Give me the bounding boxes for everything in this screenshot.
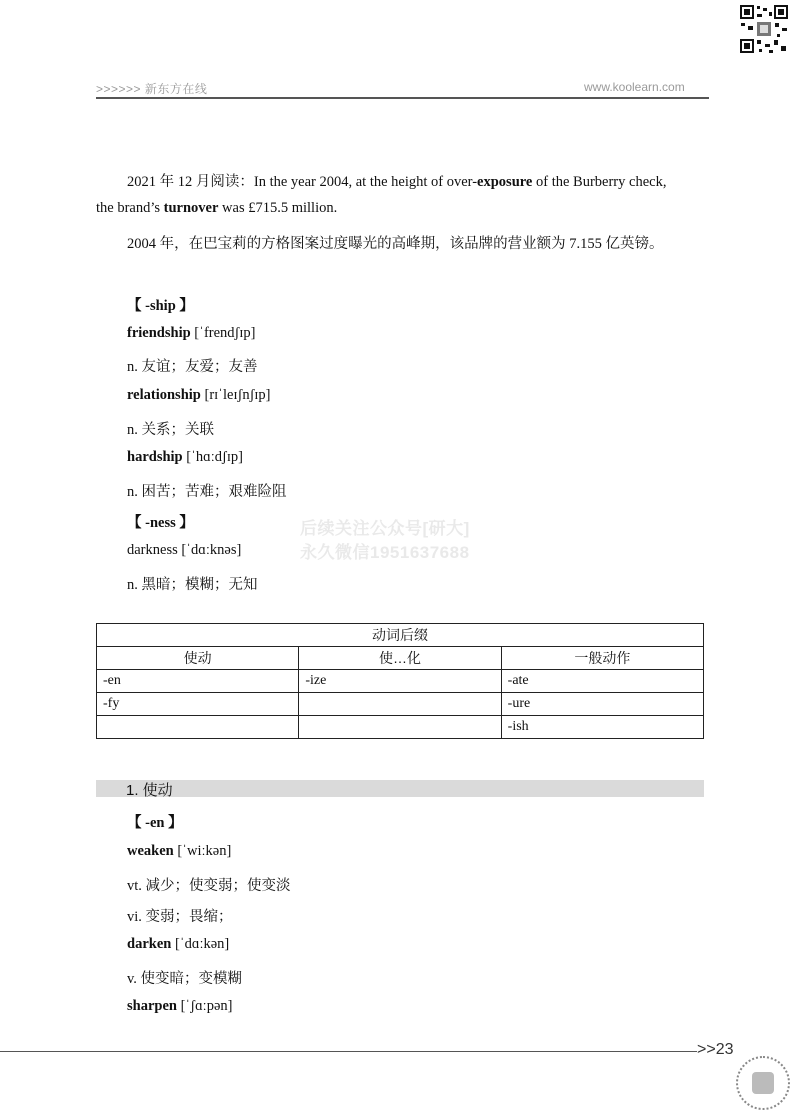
header-site-name: >>>>>> 新东方在线 [96, 82, 208, 96]
intro-keyword-turnover: turnover [163, 200, 219, 216]
table-header-row [97, 647, 704, 670]
table-cell [97, 716, 299, 739]
vocab-meaning: v. 使变暗；变模糊 [127, 971, 243, 987]
vocab-ipa: [ˈdɑːknəs] [177, 542, 242, 558]
footer-divider [0, 1051, 697, 1052]
table-cell [299, 693, 501, 716]
table-cell: -fy [97, 693, 299, 716]
vocab-meaning: vt. 减少；使变弱；使变淡 [127, 878, 291, 894]
watermark-line2: 永久微信1951637688 [300, 543, 470, 562]
table-header-cell: 一般动作 [501, 647, 703, 670]
vocab-ipa: [rɪˈleɪʃnʃɪp] [200, 387, 271, 403]
vocab-word: sharpen [127, 998, 177, 1014]
suffix-heading-ness: 【 -ness 】 [127, 515, 194, 531]
vocab-word: darken [127, 936, 172, 952]
vocab-word: relationship [127, 387, 201, 403]
verb-suffix-table [96, 623, 704, 739]
intro-text: was £715.5 million. [218, 200, 338, 216]
table-caption: 动词后缀 [97, 624, 704, 647]
vocab-word-line [127, 843, 231, 860]
header-divider [96, 97, 709, 99]
table-cell: -en [97, 670, 299, 693]
table-row [97, 716, 704, 739]
vocab-word: weaken [127, 843, 174, 859]
vocab-word-line [127, 998, 232, 1015]
vocab-meaning: n. 友谊；友爱；友善 [127, 359, 258, 375]
intro-text: 2021 年 12 月阅读：In the year 2004, at the height of over- [127, 174, 478, 190]
intro-sentence-line1 [127, 170, 666, 191]
intro-keyword-exposure: exposure [477, 174, 533, 190]
intro-text: of the Burberry check, [532, 174, 667, 190]
table-cell: -ize [299, 670, 501, 693]
table-cell [299, 716, 501, 739]
table-cell: -ish [501, 716, 703, 739]
table-row [97, 693, 704, 716]
intro-text: the brand’s [96, 200, 164, 216]
section-title-bar [96, 780, 704, 797]
vocab-word: hardship [127, 449, 183, 465]
vocab-word-line [127, 387, 271, 404]
header-site-url[interactable]: www.koolearn.com [584, 80, 685, 94]
mini-program-code-icon [736, 1056, 790, 1110]
vocab-word-line [127, 449, 243, 466]
watermark-line1: 后续关注公众号[研大] [300, 519, 470, 538]
suffix-heading-ship: 【 -ship 】 [127, 298, 194, 314]
vocab-word: darkness [127, 542, 178, 558]
vocab-word-line [127, 325, 255, 342]
vocab-meaning: n. 黑暗；模糊；无知 [127, 577, 258, 593]
intro-sentence-line2 [96, 200, 337, 217]
vocab-meaning: vi. 变弱；畏缩； [127, 909, 233, 925]
vocab-word-line [127, 542, 241, 559]
table-caption-row [97, 624, 704, 647]
vocab-word-line [127, 936, 229, 953]
page-number: >>23 [697, 1041, 734, 1058]
vocab-ipa: [ˈdɑːkən] [171, 936, 230, 952]
table-header-cell: 使…化 [299, 647, 501, 670]
vocab-ipa: [ˈʃɑːpən] [176, 998, 233, 1014]
vocab-ipa: [ˈhɑːdʃɪp] [182, 449, 243, 465]
vocab-ipa: [ˈfrendʃɪp] [190, 325, 256, 341]
intro-translation: 2004 年，在巴宝莉的方格图案过度曝光的高峰期，该品牌的营业额为 7.155 亿英镑。 [127, 236, 664, 252]
vocab-ipa: [ˈwiːkən] [173, 843, 232, 859]
table-header-cell: 使动 [97, 647, 299, 670]
qr-code-icon [739, 4, 789, 54]
table-cell: -ure [501, 693, 703, 716]
section-title: 1. 使动 [126, 782, 173, 799]
table-cell: -ate [501, 670, 703, 693]
vocab-word: friendship [127, 325, 191, 341]
vocab-meaning: n. 关系；关联 [127, 422, 214, 438]
suffix-heading-en: 【 -en 】 [127, 815, 183, 831]
table-row [97, 670, 704, 693]
vocab-meaning: n. 困苦；苦难；艰难险阻 [127, 484, 287, 500]
